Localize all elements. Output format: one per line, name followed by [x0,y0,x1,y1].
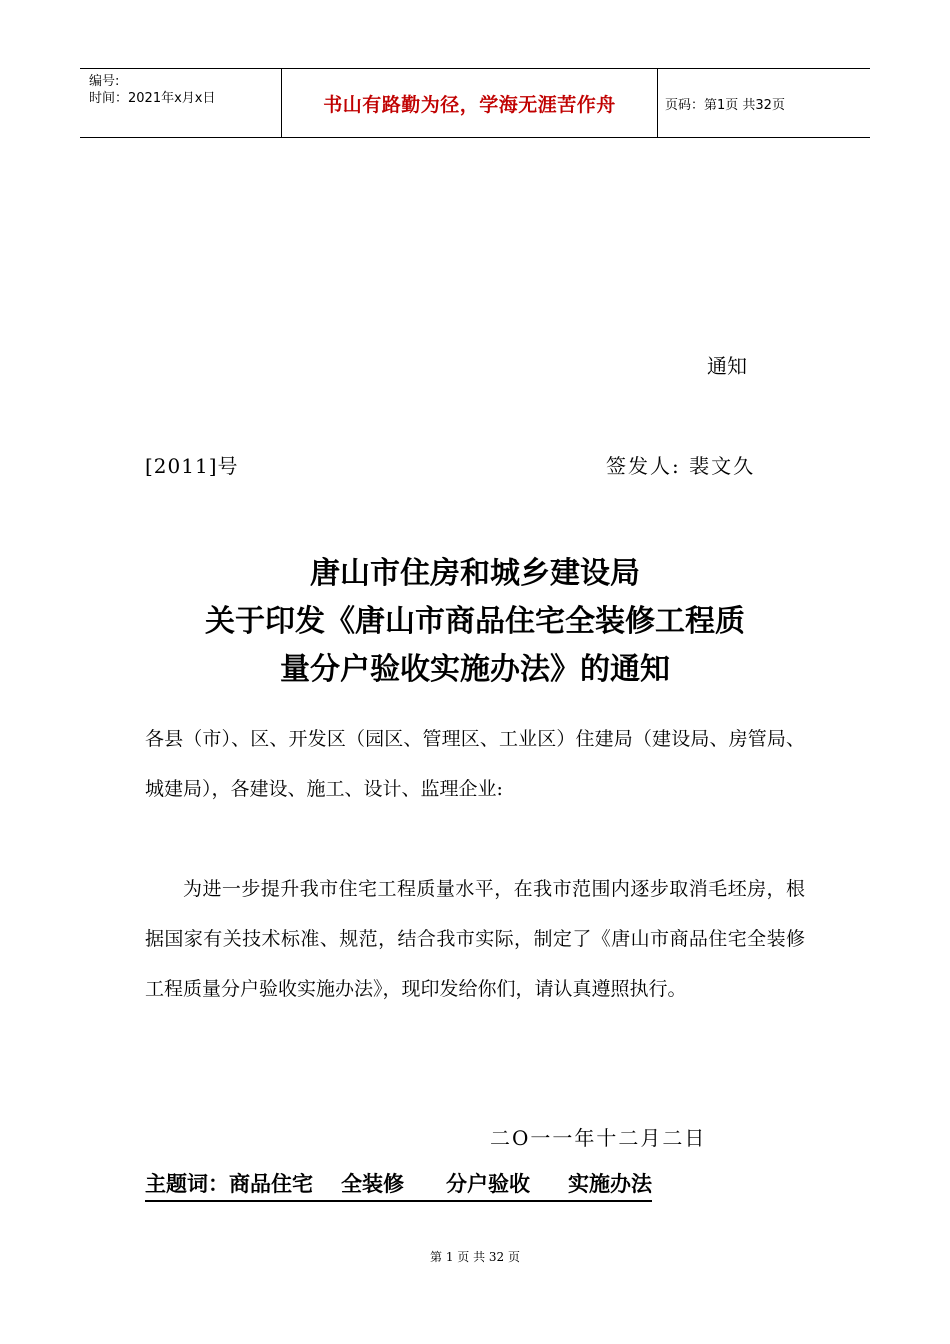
subject-keywords [145,1168,652,1202]
title-line-3: 量分户验收实施办法》的通知 [280,652,670,687]
header-meta [80,69,282,137]
page-footer: 第 1 页 共 32 页 [430,1250,520,1264]
number-label: 编号: [89,74,120,89]
signer: 签发人: 裴文久 [606,454,756,478]
notice-word: 通知 [707,354,747,378]
addressee-paragraph: 各县（市）、区、开发区（园区、管理区、工业区）住建局（建设局、房管局、城建局），各建设、施工、设计、监理企业: [145,728,805,800]
title-line-1: 唐山市住房和城乡建设局 [310,556,640,591]
header-motto-cell [282,69,658,137]
subject-label: 主题词： [145,1172,229,1196]
document-number: [2011]号 [145,454,239,478]
page-info-text: 页码：第1页 共32页 [665,97,785,113]
title-line-2: 关于印发《唐山市商品住宅全装修工程质 [205,604,745,639]
subject-term: 商品住宅 [229,1172,313,1196]
header-table [80,68,870,138]
subject-term: 实施办法 [568,1172,652,1196]
subject-term: 全装修 [341,1172,404,1196]
header-page-info [658,69,870,137]
subject-term: 分户验收 [446,1172,530,1196]
time-label: 时间：2021年x月x日 [89,91,216,106]
issue-date: 二O一一年十二月二日 [490,1126,707,1150]
body-paragraph: 为进一步提升我市住宅工程质量水平，在我市范围内逐步取消毛坯房，根据国家有关技术标准、规范，结合我市实际，制定了《唐山市商品住宅全装修工程质量分户验收实施办法》，现印发给你们，请认真遵照执行。 [145,878,805,1000]
motto-text: 书山有路勤为径，学海无涯苦作舟 [323,93,616,116]
